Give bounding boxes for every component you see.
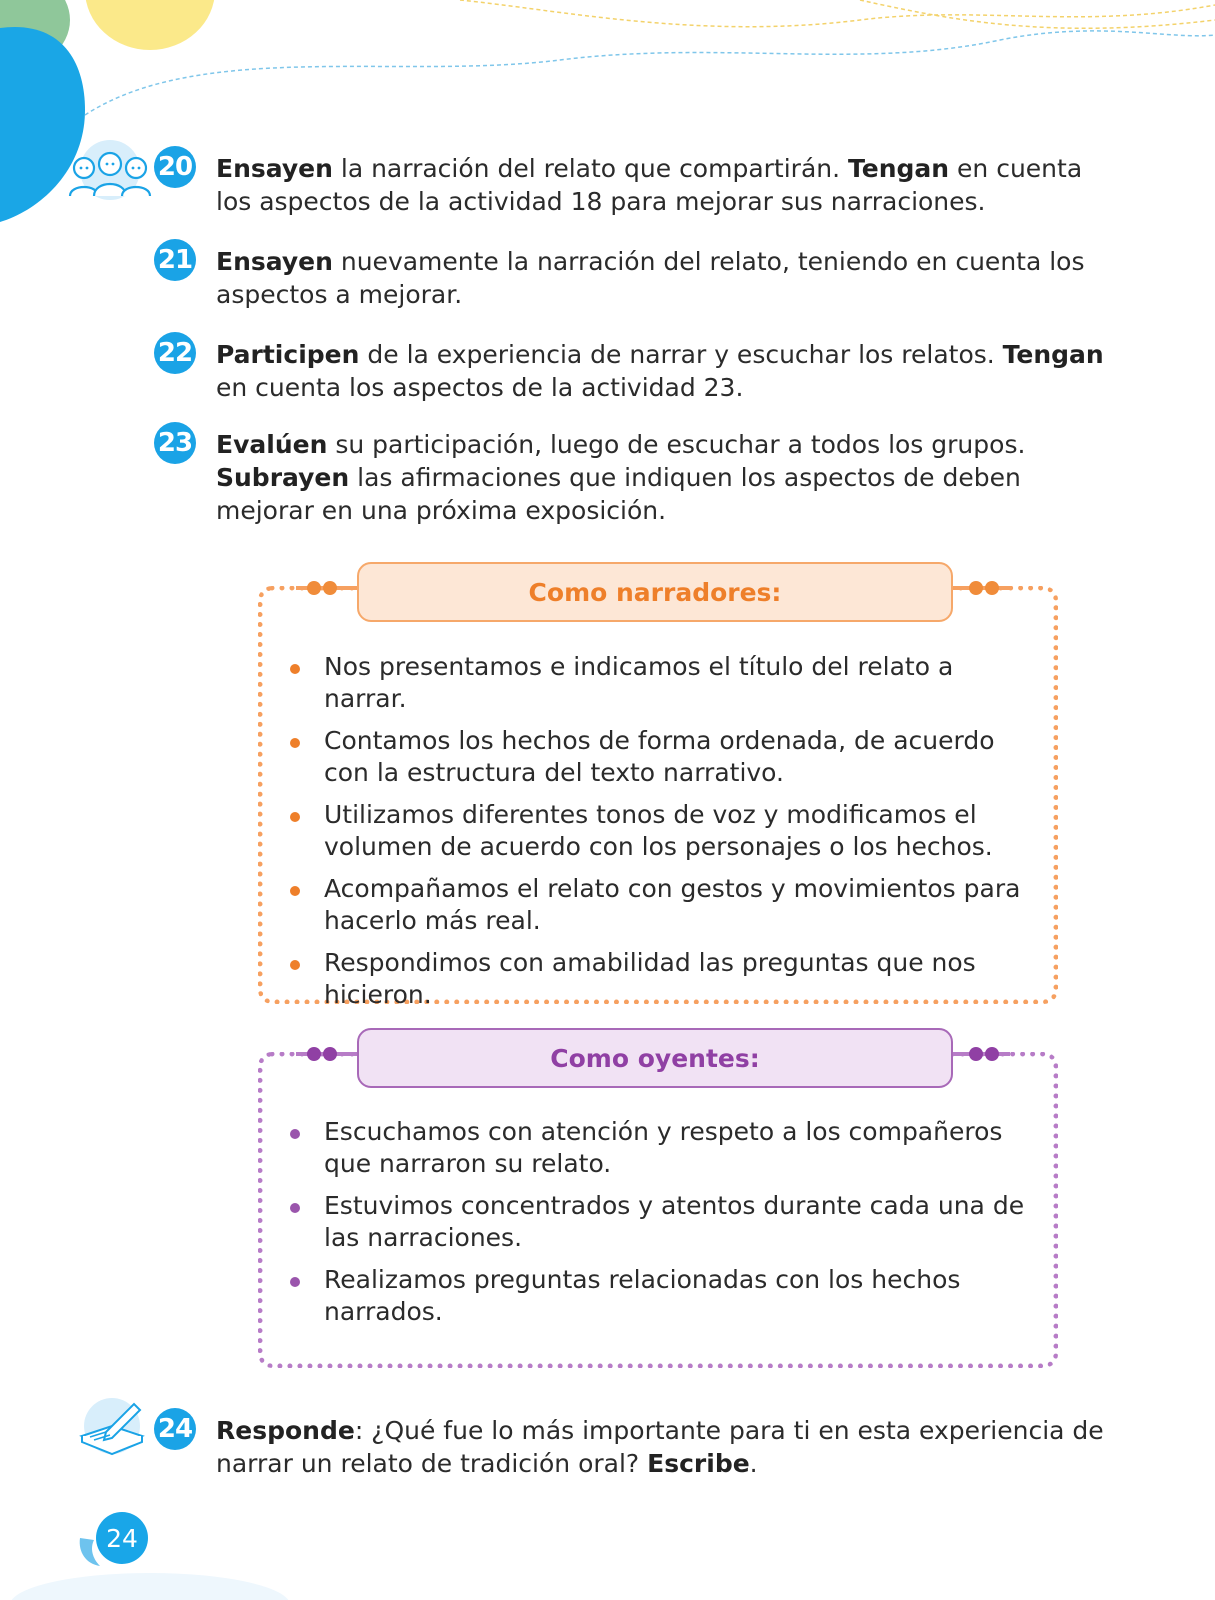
- activity-number: 22: [154, 332, 196, 374]
- oyentes-list: [290, 1116, 1030, 1338]
- list-item[interactable]: Acompañamos el relato con gestos y movimientos para hacerlo más real.: [290, 873, 1030, 936]
- oyentes-title: Como oyentes:: [357, 1028, 953, 1088]
- activity-21: [154, 245, 1114, 311]
- narradores-list: [290, 651, 1030, 1021]
- activity-23: [154, 428, 1114, 527]
- bullet-icon: [290, 1129, 300, 1139]
- list-item[interactable]: Estuvimos concentrados y atentos durante cada una de las narraciones.: [290, 1190, 1030, 1253]
- bullet-icon: [290, 738, 300, 748]
- activity-instruction: Participen de la experiencia de narrar y escuchar los relatos. Tengan en cuenta los aspectos de la actividad 23.: [216, 340, 1104, 402]
- activity-number: 20: [154, 146, 196, 188]
- bullet-icon: [290, 1277, 300, 1287]
- activity-instruction: Evalúen su participación, luego de escuchar a todos los grupos. Subrayen las afirmaciones que indiquen los aspectos de deben mejorar en una próxima exposición.: [216, 430, 1026, 525]
- writing-book-icon: [76, 1396, 148, 1458]
- list-item[interactable]: Nos presentamos e indicamos el título del relato a narrar.: [290, 651, 1030, 714]
- narradores-title: Como narradores:: [357, 562, 953, 622]
- bottom-decoration: [0, 1530, 1215, 1600]
- activity-number: 21: [154, 239, 196, 281]
- activity-instruction: Ensayen nuevamente la narración del relato, teniendo en cuenta los aspectos a mejorar.: [216, 247, 1085, 309]
- oyentes-right-connector: [946, 1044, 1010, 1064]
- list-item[interactable]: Utilizamos diferentes tonos de voz y modificamos el volumen de acuerdo con los personajes o los hechos.: [290, 799, 1030, 862]
- list-item[interactable]: Respondimos con amabilidad las preguntas que nos hicieron.: [290, 947, 1030, 1010]
- narradores-left-connector: [296, 578, 360, 598]
- activity-instruction: Responde: ¿Qué fue lo más importante para ti en esta experiencia de narrar un relato de tradición oral? Escribe.: [216, 1416, 1104, 1478]
- narradores-right-connector: [946, 578, 1010, 598]
- bullet-icon: [290, 812, 300, 822]
- bullet-icon: [290, 886, 300, 896]
- page-number: 24: [96, 1512, 148, 1564]
- list-item[interactable]: Escuchamos con atención y respeto a los compañeros que narraron su relato.: [290, 1116, 1030, 1179]
- activity-instruction: Ensayen la narración del relato que compartirán. Tengan en cuenta los aspectos de la actividad 18 para mejorar sus narraciones.: [216, 154, 1083, 216]
- bullet-icon: [290, 960, 300, 970]
- activity-22: [154, 338, 1114, 404]
- activity-number: 23: [154, 422, 196, 464]
- bullet-icon: [290, 664, 300, 674]
- list-item[interactable]: Realizamos preguntas relacionadas con los hechos narrados.: [290, 1264, 1030, 1327]
- list-item[interactable]: Contamos los hechos de forma ordenada, de acuerdo con la estructura del texto narrativo.: [290, 725, 1030, 788]
- activity-24: [154, 1414, 1114, 1480]
- activity-number: 24: [154, 1408, 196, 1450]
- group-work-icon: [66, 140, 154, 202]
- oyentes-left-connector: [296, 1044, 360, 1064]
- bullet-icon: [290, 1203, 300, 1213]
- activity-20: [154, 152, 1114, 218]
